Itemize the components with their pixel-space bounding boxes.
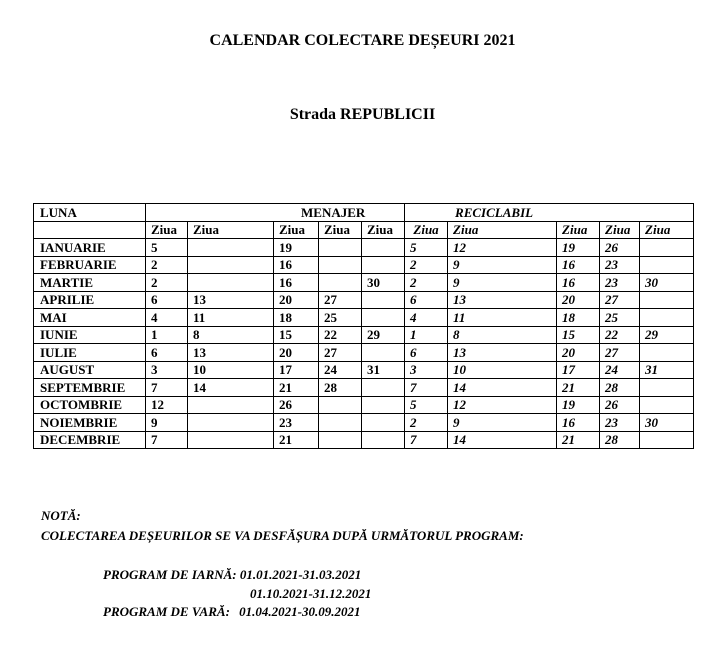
menajer-day-cell: 23 (274, 414, 319, 432)
day-header-row (34, 221, 694, 239)
reciclabil-day-cell: 7 (405, 379, 448, 397)
reciclabil-day-cell: 11 (448, 309, 557, 327)
reciclabil-day-cell: 21 (557, 431, 600, 449)
menajer-day-cell (188, 274, 274, 292)
reciclabil-day-header: Ziua (557, 221, 600, 239)
menajer-day-cell (188, 414, 274, 432)
reciclabil-day-cell: 21 (557, 379, 600, 397)
reciclabil-day-cell: 16 (557, 274, 600, 292)
table-row (34, 256, 694, 274)
menajer-day-cell: 25 (319, 309, 362, 327)
summer-program (103, 604, 361, 620)
month-header: LUNA (34, 204, 146, 222)
reciclabil-day-cell (640, 379, 694, 397)
reciclabil-day-cell: 9 (448, 274, 557, 292)
reciclabil-day-cell: 3 (405, 361, 448, 379)
menajer-day-cell: 21 (274, 379, 319, 397)
reciclabil-day-cell: 28 (600, 431, 640, 449)
reciclabil-day-cell: 15 (557, 326, 600, 344)
menajer-day-cell (362, 379, 405, 397)
menajer-day-cell (188, 431, 274, 449)
menajer-day-cell (319, 274, 362, 292)
reciclabil-day-cell: 26 (600, 239, 640, 257)
reciclabil-day-cell: 27 (600, 291, 640, 309)
month-cell: MAI (34, 309, 146, 327)
menajer-day-cell (362, 239, 405, 257)
table-row (34, 291, 694, 309)
reciclabil-day-header: Ziua (640, 221, 694, 239)
table-row (34, 361, 694, 379)
street-subtitle: Strada REPUBLICII (289, 106, 436, 123)
collection-calendar-table (33, 203, 694, 449)
reciclabil-day-cell: 25 (600, 309, 640, 327)
menajer-day-cell: 2 (146, 256, 188, 274)
reciclabil-day-cell: 23 (600, 274, 640, 292)
reciclabil-day-cell: 10 (448, 361, 557, 379)
menajer-day-cell: 16 (274, 256, 319, 274)
reciclabil-day-cell: 26 (600, 396, 640, 414)
table-row (34, 414, 694, 432)
summer-program-label: PROGRAM DE VARĂ: (103, 604, 230, 619)
month-cell: DECEMBRIE (34, 431, 146, 449)
menajer-day-cell: 26 (274, 396, 319, 414)
note-text: COLECTAREA DEȘEURILOR SE VA DESFĂȘURA DUPĂ URMĂTORUL PROGRAM: (41, 528, 524, 543)
menajer-day-cell: 24 (319, 361, 362, 379)
menajer-day-cell: 9 (146, 414, 188, 432)
month-cell: AUGUST (34, 361, 146, 379)
reciclabil-day-cell: 12 (448, 396, 557, 414)
menajer-day-cell: 3 (146, 361, 188, 379)
menajer-day-cell (362, 291, 405, 309)
reciclabil-day-cell: 8 (448, 326, 557, 344)
menajer-day-cell: 7 (146, 379, 188, 397)
winter-range-1: 01.01.2021-31.03.2021 (239, 567, 362, 582)
reciclabil-day-cell: 2 (405, 414, 448, 432)
table-header-row (34, 204, 694, 222)
reciclabil-day-cell: 16 (557, 414, 600, 432)
menajer-day-cell: 12 (146, 396, 188, 414)
menajer-day-header: Ziua (146, 221, 188, 239)
reciclabil-day-cell (640, 256, 694, 274)
reciclabil-day-cell: 9 (448, 256, 557, 274)
menajer-day-cell (362, 414, 405, 432)
month-cell: IANUARIE (34, 239, 146, 257)
menajer-day-cell: 22 (319, 326, 362, 344)
reciclabil-day-header: Ziua (405, 221, 448, 239)
menajer-day-cell: 20 (274, 291, 319, 309)
reciclabil-day-cell (640, 431, 694, 449)
reciclabil-day-cell: 16 (557, 256, 600, 274)
summer-range: 01.04.2021-30.09.2021 (239, 604, 361, 619)
reciclabil-day-cell: 5 (405, 396, 448, 414)
page-title: CALENDAR COLECTARE DEȘEURI 2021 (209, 32, 516, 49)
menajer-header: MENAJER (146, 204, 405, 222)
reciclabil-day-cell: 7 (405, 431, 448, 449)
winter-range-2: 01.10.2021-31.12.2021 (250, 586, 372, 601)
menajer-day-cell (319, 396, 362, 414)
table-row (34, 274, 694, 292)
menajer-day-cell: 19 (274, 239, 319, 257)
reciclabil-day-cell: 23 (600, 414, 640, 432)
menajer-day-cell (362, 309, 405, 327)
menajer-day-cell: 6 (146, 344, 188, 362)
menajer-day-cell: 30 (362, 274, 405, 292)
menajer-day-cell (319, 414, 362, 432)
menajer-day-cell: 2 (146, 274, 188, 292)
month-cell: NOIEMBRIE (34, 414, 146, 432)
reciclabil-day-cell: 29 (640, 326, 694, 344)
menajer-day-cell: 7 (146, 431, 188, 449)
menajer-day-cell: 29 (362, 326, 405, 344)
menajer-day-header: Ziua (274, 221, 319, 239)
reciclabil-day-cell: 28 (600, 379, 640, 397)
reciclabil-day-cell: 6 (405, 291, 448, 309)
reciclabil-day-header: Ziua (448, 221, 557, 239)
table-row (34, 326, 694, 344)
reciclabil-day-cell: 20 (557, 291, 600, 309)
note-label: NOTĂ: (41, 508, 81, 523)
table-row (34, 396, 694, 414)
reciclabil-day-cell: 4 (405, 309, 448, 327)
menajer-day-cell: 15 (274, 326, 319, 344)
menajer-day-cell: 27 (319, 344, 362, 362)
menajer-day-cell: 16 (274, 274, 319, 292)
menajer-day-cell: 1 (146, 326, 188, 344)
reciclabil-day-cell: 13 (448, 291, 557, 309)
month-cell: IULIE (34, 344, 146, 362)
reciclabil-day-cell (640, 396, 694, 414)
reciclabil-header: RECICLABIL (405, 204, 694, 222)
reciclabil-day-cell: 18 (557, 309, 600, 327)
reciclabil-day-cell: 23 (600, 256, 640, 274)
reciclabil-day-cell: 13 (448, 344, 557, 362)
month-cell: MARTIE (34, 274, 146, 292)
day-header-empty (34, 221, 146, 239)
reciclabil-day-cell: 22 (600, 326, 640, 344)
table-row (34, 309, 694, 327)
menajer-day-cell: 5 (146, 239, 188, 257)
menajer-day-cell: 28 (319, 379, 362, 397)
winter-program (103, 567, 361, 583)
table-row (34, 379, 694, 397)
menajer-day-cell: 13 (188, 291, 274, 309)
month-cell: APRILIE (34, 291, 146, 309)
reciclabil-day-cell: 5 (405, 239, 448, 257)
reciclabil-day-cell (640, 309, 694, 327)
menajer-day-cell (362, 431, 405, 449)
reciclabil-day-cell: 14 (448, 431, 557, 449)
menajer-day-cell: 31 (362, 361, 405, 379)
table-row (34, 239, 694, 257)
menajer-day-cell: 4 (146, 309, 188, 327)
reciclabil-day-header: Ziua (600, 221, 640, 239)
menajer-day-cell (188, 396, 274, 414)
month-cell: FEBRUARIE (34, 256, 146, 274)
reciclabil-day-cell (640, 291, 694, 309)
menajer-day-cell (362, 256, 405, 274)
reciclabil-day-cell: 31 (640, 361, 694, 379)
reciclabil-day-cell (640, 239, 694, 257)
menajer-day-cell (319, 431, 362, 449)
month-cell: IUNIE (34, 326, 146, 344)
menajer-day-cell: 6 (146, 291, 188, 309)
menajer-day-cell (319, 256, 362, 274)
menajer-day-header: Ziua (362, 221, 405, 239)
menajer-day-cell (362, 396, 405, 414)
reciclabil-day-cell: 6 (405, 344, 448, 362)
menajer-day-header: Ziua (188, 221, 274, 239)
menajer-day-cell: 13 (188, 344, 274, 362)
menajer-day-cell: 10 (188, 361, 274, 379)
reciclabil-day-cell: 17 (557, 361, 600, 379)
menajer-day-cell: 8 (188, 326, 274, 344)
reciclabil-day-cell: 9 (448, 414, 557, 432)
reciclabil-day-cell: 1 (405, 326, 448, 344)
menajer-day-cell (362, 344, 405, 362)
menajer-day-cell: 18 (274, 309, 319, 327)
menajer-day-cell: 11 (188, 309, 274, 327)
menajer-day-cell (319, 239, 362, 257)
month-cell: OCTOMBRIE (34, 396, 146, 414)
reciclabil-day-cell: 27 (600, 344, 640, 362)
winter-program-label: PROGRAM DE IARNĂ: (103, 567, 237, 582)
reciclabil-day-cell: 24 (600, 361, 640, 379)
reciclabil-day-cell: 2 (405, 274, 448, 292)
menajer-day-cell: 14 (188, 379, 274, 397)
menajer-day-cell (188, 239, 274, 257)
menajer-day-cell: 17 (274, 361, 319, 379)
reciclabil-day-cell: 12 (448, 239, 557, 257)
table-row (34, 344, 694, 362)
reciclabil-day-cell: 19 (557, 239, 600, 257)
table-row (34, 431, 694, 449)
reciclabil-day-cell: 30 (640, 414, 694, 432)
menajer-day-cell (188, 256, 274, 274)
menajer-day-header: Ziua (319, 221, 362, 239)
reciclabil-day-cell: 14 (448, 379, 557, 397)
reciclabil-day-cell: 20 (557, 344, 600, 362)
reciclabil-day-cell: 2 (405, 256, 448, 274)
reciclabil-day-cell: 30 (640, 274, 694, 292)
reciclabil-day-cell: 19 (557, 396, 600, 414)
menajer-day-cell: 21 (274, 431, 319, 449)
menajer-day-cell: 20 (274, 344, 319, 362)
month-cell: SEPTEMBRIE (34, 379, 146, 397)
reciclabil-day-cell (640, 344, 694, 362)
menajer-day-cell: 27 (319, 291, 362, 309)
